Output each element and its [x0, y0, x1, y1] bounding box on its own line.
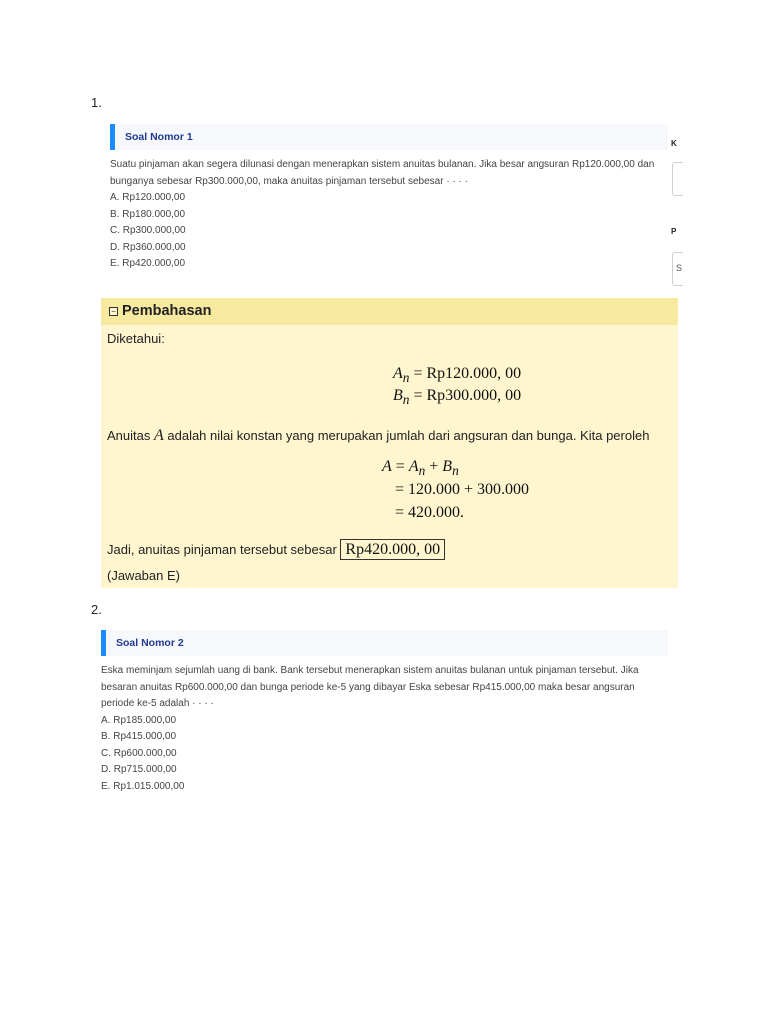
side-panel-letter-2: P	[671, 227, 677, 236]
option-e: E. Rp420.000,00	[110, 258, 186, 269]
boxed-answer: Rp420.000, 00	[340, 539, 445, 560]
math-sub: n	[402, 392, 410, 408]
math-rhs: = Rp120.000, 00	[409, 365, 522, 382]
question-text-line: bunganya sebesar Rp300.000,00, maka anuitas pinjaman tersebut sebesar · · · ·	[110, 175, 468, 187]
question-text-line: Eska meminjam sejumlah uang di bank. Bank tersebut menerapkan sistem anuitas bulanan untuk pinjaman tersebut. Jika	[101, 665, 639, 676]
equation-bn	[393, 387, 521, 408]
option-b: B. Rp415.000,00	[101, 731, 177, 742]
question-text-2	[101, 663, 671, 795]
equation-an	[393, 365, 521, 386]
question-header-title: Soal Nomor 2	[116, 637, 184, 649]
question-header-2	[101, 630, 668, 656]
question-header-1	[110, 124, 668, 150]
equation-sum-values: = 120.000 + 300.000	[395, 481, 530, 498]
question-text-1	[110, 157, 670, 273]
math-sub: n	[402, 370, 410, 386]
option-b: B. Rp180.000,00	[110, 208, 186, 220]
option-e: E. Rp1.015.000,00	[101, 780, 185, 792]
question-text-line: periode ke-5 adalah · · · ·	[101, 698, 214, 709]
math-rhs: = Rp300.000, 00	[409, 387, 522, 404]
math-var: B	[442, 458, 453, 475]
side-panel-box-text: S	[676, 263, 683, 273]
option-d: D. Rp715.000,00	[101, 764, 177, 775]
accent-bar	[110, 124, 115, 150]
collapse-icon[interactable]: −	[109, 307, 118, 316]
math-op: +	[425, 458, 443, 475]
conclusion	[107, 541, 445, 559]
question-text-line: besaran anuitas Rp600.000,00 dan bunga periode ke-5 yang dibayar Eska sebesar Rp415.000,00 maka besar angsuran	[101, 681, 635, 693]
math-var: B	[393, 387, 403, 404]
answer-label: (Jawaban E)	[107, 568, 180, 583]
accent-bar	[101, 630, 106, 656]
side-panel-letter-1: K	[671, 139, 677, 148]
question-header-title: Soal Nomor 1	[125, 131, 193, 143]
question-text-line: Suatu pinjaman akan segera dilunasi dengan menerapkan sistem anuitas bulanan. Jika besar angsuran Rp120.000,00 dan	[110, 159, 655, 170]
option-d: D. Rp360.000,00	[110, 241, 186, 253]
pembahasan-title: Pembahasan	[122, 303, 212, 319]
math-var: A	[393, 365, 403, 382]
option-c: C. Rp300.000,00	[110, 225, 186, 236]
text-fragment: adalah nilai konstan yang merupakan jumlah dari angsuran dan bunga. Kita peroleh	[163, 428, 650, 443]
option-a: A. Rp185.000,00	[101, 714, 177, 726]
equation-result: = 420.000.	[395, 504, 465, 521]
option-a: A. Rp120.000,00	[110, 192, 186, 203]
diketahui-label: Diketahui:	[107, 331, 165, 346]
text-fragment: Jadi, anuitas pinjaman tersebut sebesar	[107, 542, 341, 557]
math-var: A	[153, 427, 164, 444]
math-op: =	[391, 458, 409, 475]
math-var: A	[408, 458, 419, 475]
option-c: C. Rp600.000,00	[101, 747, 177, 759]
pembahasan-header[interactable]	[101, 298, 678, 325]
math-var: A	[382, 458, 392, 475]
math-sub: n	[452, 463, 459, 479]
equation-a-sum	[382, 458, 459, 479]
math-sub: n	[418, 463, 426, 479]
side-panel-box-2[interactable]	[672, 252, 683, 286]
text-fragment: Anuitas	[107, 428, 154, 443]
pembahasan-panel	[101, 298, 678, 588]
anuitas-explanation	[107, 427, 649, 445]
side-panel-box-1[interactable]	[672, 162, 683, 196]
question-number-1: 1.	[91, 95, 102, 110]
question-number-2: 2.	[91, 602, 102, 617]
